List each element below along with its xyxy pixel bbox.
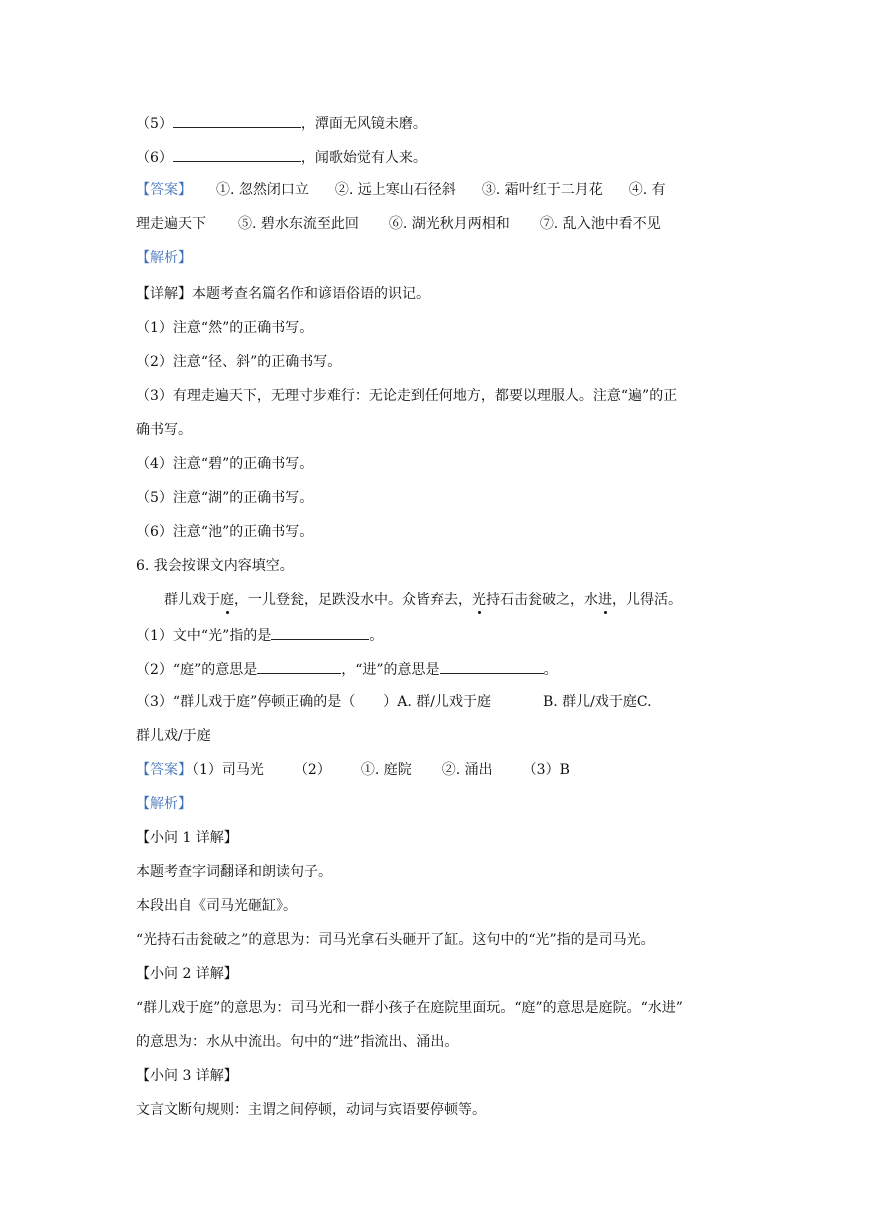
analysis-item: （2）注意“径、斜”的正确书写。 bbox=[136, 354, 342, 370]
classical-passage bbox=[164, 590, 739, 610]
analysis-detail: 【详解】本题考查名篇名作和谚语俗语的识记。 bbox=[136, 286, 430, 302]
option-b: B. 群儿/戏于庭C. bbox=[542, 694, 652, 710]
question-6-title: 6. 我会按课文内容填空。 bbox=[136, 558, 294, 574]
analysis-text: 文言文断句规则：主谓之间停顿，动词与宾语要停顿等。 bbox=[136, 1102, 486, 1118]
analysis-item: （6）注意“池”的正确书写。 bbox=[136, 524, 314, 540]
sub-question-text: （1）文中“光”指的是 bbox=[136, 628, 272, 644]
answer-item: ⑤. 碧水东流至此回 bbox=[238, 216, 359, 232]
analysis-label: 【解析】 bbox=[136, 796, 192, 812]
analysis-item: （3）有理走遍天下，无理寸步难行：无论走到任何地方，都要以理服人。注意“遍”的正 bbox=[136, 388, 678, 404]
answer-blank bbox=[257, 658, 341, 674]
analysis-item: （1）注意“然”的正确书写。 bbox=[136, 320, 314, 336]
passage-text: 持石击瓮破之，水 bbox=[486, 592, 598, 608]
q5-answer-line-1 bbox=[136, 180, 739, 200]
answer-item: ①. 庭院 bbox=[360, 762, 412, 778]
q5-answer-line-2 bbox=[136, 214, 739, 234]
analysis-text: “群儿戏于庭”的意思为：司马光和一群小孩子在庭院里面玩。“庭”的意思是庭院。“水进” bbox=[136, 1000, 683, 1016]
answer-item: ⑦. 乱入池中看不见 bbox=[539, 216, 661, 232]
answer-label: 【答案】 bbox=[136, 762, 192, 778]
sub-question-detail-heading: 【小问 3 详解】 bbox=[136, 1068, 238, 1084]
answer-item: ②. 涌出 bbox=[441, 762, 493, 778]
item-number: （5） bbox=[136, 116, 173, 132]
q6-answer bbox=[136, 760, 739, 780]
sub-question-text: （3）“群儿戏于庭”停顿正确的是（ ）A. 群/儿戏于庭 bbox=[136, 694, 491, 710]
answer-item: ⑥. 湖光秋月两相和 bbox=[388, 216, 510, 232]
answer-item: ④. 有 bbox=[628, 182, 666, 198]
passage-text: ，一儿登瓮，足跌没水中。众皆弃去， bbox=[234, 592, 472, 608]
answer-blank bbox=[271, 624, 369, 640]
sub-question-2 bbox=[136, 658, 739, 680]
analysis-text: 本题考查字词翻译和朗读句子。 bbox=[136, 864, 332, 880]
answer-blank bbox=[173, 146, 301, 162]
answer-item: （3）B bbox=[522, 762, 570, 778]
answer-item: （1）司马光 bbox=[192, 762, 264, 778]
sub-question-detail-heading: 【小问 2 详解】 bbox=[136, 966, 238, 982]
sub-question-3-cont: 群儿戏/于庭 bbox=[136, 728, 211, 744]
passage-text: 群儿戏于 bbox=[164, 592, 220, 608]
analysis-text: “光持石击瓮破之”的意思为：司马光拿石头砸开了缸。这句中的“光”指的是司马光。 bbox=[136, 932, 655, 948]
dotted-char: 进 bbox=[598, 592, 612, 608]
sub-question-text: 。 bbox=[543, 662, 558, 678]
sub-question-3 bbox=[136, 692, 739, 712]
analysis-item: 确书写。 bbox=[136, 422, 192, 438]
answer-blank bbox=[440, 658, 544, 674]
answer-item: （2） bbox=[293, 762, 331, 778]
answer-item: ②. 远上寒山石径斜 bbox=[334, 182, 456, 198]
sub-question-detail-heading: 【小问 1 详解】 bbox=[136, 830, 238, 846]
q5-line-5 bbox=[136, 112, 739, 134]
passage-text: ，儿得活。 bbox=[612, 592, 682, 608]
poem-line: ，潭面无风镜未磨。 bbox=[300, 116, 427, 132]
analysis-text: 的意思为：水从中流出。句中的“进”指流出、涌出。 bbox=[136, 1034, 459, 1050]
answer-blank bbox=[173, 112, 301, 128]
answer-item: ①. 忽然闭口立 bbox=[216, 182, 309, 198]
answer-item: 理走遍天下 bbox=[136, 216, 206, 232]
analysis-item: （4）注意“碧”的正确书写。 bbox=[136, 456, 314, 472]
analysis-text: 本段出自《司马光砸缸》。 bbox=[136, 898, 297, 914]
sub-question-1 bbox=[136, 624, 739, 646]
dotted-char: 光 bbox=[472, 592, 486, 608]
item-number: （6） bbox=[136, 150, 173, 166]
sub-question-text: （2）“庭”的意思是 bbox=[136, 662, 258, 678]
q5-line-6 bbox=[136, 146, 739, 168]
sub-question-text: ，“进”的意思是 bbox=[341, 662, 440, 678]
answer-label: 【答案】 bbox=[136, 182, 192, 198]
answer-item: ③. 霜叶红于二月花 bbox=[481, 182, 603, 198]
analysis-item: （5）注意“湖”的正确书写。 bbox=[136, 490, 314, 506]
poem-line: ，闻歌始觉有人来。 bbox=[300, 150, 427, 166]
dotted-char: 庭 bbox=[220, 592, 234, 608]
sub-question-text: 。 bbox=[369, 628, 384, 644]
analysis-label: 【解析】 bbox=[136, 250, 192, 266]
